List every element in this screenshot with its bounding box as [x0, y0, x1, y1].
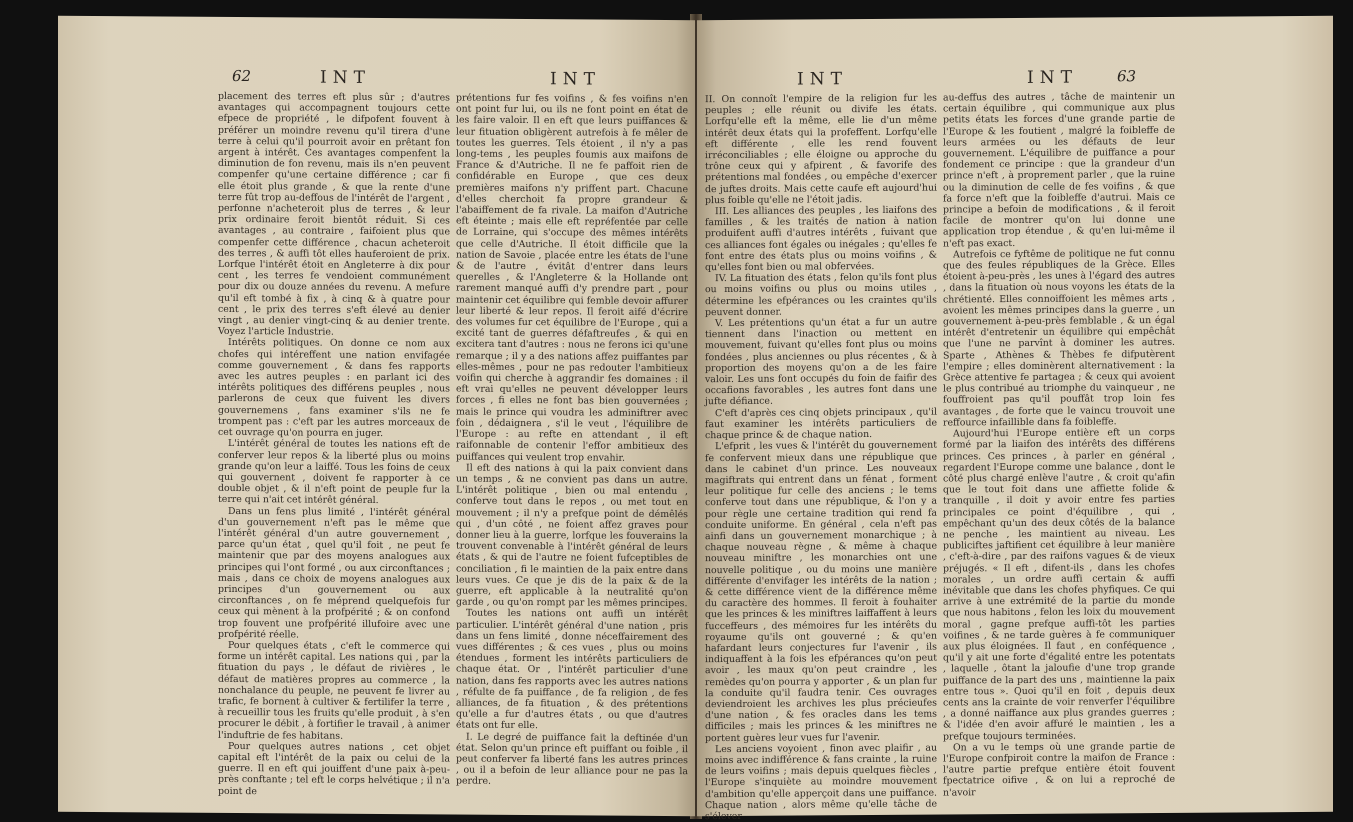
paragraph: Aujourd'hui l'Europe entière eft un corps formé par la liaifon des intérêts des différens princes. Ces princes , à parler en général , regardent l'Europe comme une balance , dont le côté plus chargé enlève l'autre , & croit qu'afin que le tout foit dans une affiette folide & tranquille , il doit y avoir entre fes parties principales ce point d'équilibre , qui , empêchant qu'un des deux côtés de la balance ne penche , les maintient au niveau. Les publiciftes jaftifient cet équilibre à leur manière , c'eft-à-dire , par des raifons vagues & de vieux préjugés. « Il eft , difent-ils , dans les chofes morales , un ordre auffi certain & auffi inévitable que dans les chofes phyfiques. Ce qui arrive à une extrémité de la partie du monde que nous habitons , felon les loix du mouvement moral , gagne prefque auffi-tôt les parties voifines , & ne tarde guères à fe communiquer aux plus éloignées. Il faut , en conféquence , qu'il y ait une forte d'égalité entre les potentats , laquelle , ôtant la jaloufie d'une trop grande puiffance de la part des uns , maintienne la paix entre tous ». Quoi qu'il en foit , depuis deux cents ans la crainte de voir renverfer l'équilibre , a donné naiffance aux plus grandes guerres ; & l'idée d'en avoir affuré le maintien , les a prefque toujours terminées. — [943, 426, 1175, 743]
left-page-column-1 — [218, 91, 450, 813]
paragraph: prétentions fur fes voifins , & fes voifins n'en ont point fur lui, ou ils ne font point en état de les faire valoir. Il en eft que leurs puiffances & leur fituation obligèrent autrefois à fe mêler de toutes les guerres. Tels étoient , il n'y a pas long-tems , les peuples foumis aux maifons de France & d'Autriche. Il ne fe paffoit rien de confidérable en Europe , que ces deux premières maifons n'y priffent part. Chacune d'elles cherchoit fa propre grandeur & l'abaiffement de fa rivale. La maifon d'Autriche eft éteinte ; mais elle eft repréfentée par celle de Lorraine, qui s'occupe des mêmes intérêts que celle d'Autriche. Il étoit difficile que la nation de Savoie , placée entre les états de l'une & de l'autre , évitât d'entrer dans leurs querelles , & l'Angleterre & la Hollande ont rarement manqué auffi d'y prendre part , pour maintenir cet équilibre qui femble devoir affurer leur liberté & leur repos. Il feroit aifé d'écrire des volumes fur cet équilibre de l'Europe , qui a excité tant de guerres défaftreufes , & qui en excitera tant d'autres : nous ne ferons ici qu'une remarque ; il y a des nations affez puiffantes par elles-mêmes , pour ne pas redouter l'ambitieux voifin qui cherche à aggrandir fes domaines : il eft vrai qu'elles ne peuvent développer leurs forces , fi elles ne font bas bien gouvernées ; mais le prince qui voudra les adminiftrer avec foin , dédaignera , s'il le veut , l'équilibre de l'Europe : au refte en attendant , il eft raifonnable de contenir l'effor ambitieux des puiffances qui veulent trop envahir. — [456, 92, 688, 464]
paragraph: Dans un fens plus limité , l'intérêt général d'un gouvernement n'eft pas le même que l'intérêt général d'un autre gouvernement , parce qu'un état , quel qu'il foit , ne peut fe maintenir que par des moyens analogues aux principes qui l'ont formé , ou aux circonftances ; mais , dans ce choix de moyens analogues aux principes d'un gouvernement ou aux circonftances , on fe méprend quelquefois fur ceux qui mènent à la profpérité ; & on confond trop fouvent une profpérité illufoire avec une profpérité réelle. — [218, 505, 450, 641]
left-page — [58, 16, 695, 816]
running-head-right-a: INT — [797, 69, 848, 90]
paragraph: C'eft d'après ces cinq objets principaux , qu'il faut examiner les intérêts particuliers de chaque prince & de chaque nation. — [705, 406, 937, 442]
paragraph: Autrefois ce fyftême de politique ne fut connu que des feules républiques de la Grèce. Elles étoient à-peu-près , les unes à l'égard des autres , dans la fituation où nous voyons les états de la chrétienté. Elles connoiffoient les mêmes arts , avoient les mêmes principes dans la guerre , un gouvernement à-peu-près femblable , & un égal intérêt d'entretenir un équilibre qui empêchât que l'une ne parvînt à dominer les autres. Sparte , Athènes & Thèbes fe difputèrent l'empire ; elles dominèrent alternativement : la Grèce attentive fe partagea ; & ceux qui avoient le plus contribué au triomphe du vainqueur , ne fouffroient pas qu'il pouffât trop loin fes avantages , de forte que le vaincu trouvoit une reffource infaillible dans fa foibleffe. — [943, 247, 1175, 429]
paragraph: IV. La fituation des états , felon qu'ils font plus ou moins voifins ou plus ou moins utiles , détermine les efpérances ou les craintes qu'ils peuvent donner. — [705, 271, 937, 319]
page-number-left: 62 — [232, 66, 252, 86]
left-page-column-2 — [456, 93, 688, 815]
paragraph: III. Les alliances des peuples , les liaifons des familles , & les traités de nation à nation produifent auffi d'autres intérêts , fuivant que ces alliances font égales ou inégales ; qu'elles fe font entre des états plus ou moins voifins , & qu'elles font bien ou mal obfervées. — [705, 204, 937, 274]
paragraph: placement des terres eft plus sûr ; d'autres avantages qui accompagnent toujours cette efpece de propriété , le difpofent fouvent à préférer un moindre revenu qu'il tirera d'une terre à celui qu'il pourroit avoir en prêtant fon argent à intérêt. Ces avantages compenfent la diminution de fon revenu, mais ils n'en peuvent compenfer qu'une certaine différence ; car fi elle étoit plus grande , & que la rente d'une terre fût trop au-deffous de l'intérêt de l'argent , perfonne n'acheteroit plus de terres , & leur prix ordinaire feroit bientôt réduit. Si ces avantages , au contraire , faifoient plus que compenfer cette différence , chacun acheteroit des terres , & auffi tôt elles hauferoient de prix. Lorfque l'intérêt étoit en Angleterre à dix pour cent , les terres fe vendoient communément pour dix ou douze années du revenu. A mefure qu'il eft tombé à fix , à cinq & à quatre pour cent , le prix des terres s'eft élevé au denier vingt , au denier vingt-cinq & au denier trente. Voyez l'article Industrie. — [218, 90, 450, 338]
paragraph: L'intérêt général de toutes les nations eft de conferver leur repos & la liberté plus ou moins grande qu'on leur a laiffé. Tous les foins de ceux qui gouvernent , doivent fe rapporter à ce double objet , & il n'eft point de peuple fur la terre qui n'ait cet intérêt général. — [218, 438, 450, 507]
running-head-right-b: INT — [1027, 67, 1078, 88]
paragraph: Intérêts politiques. On donne ce nom aux chofes qui intéreffent une nation envifagée comme gouvernement , & dans fes rapports avec les autres peuples : en parlant ici des intérêts politiques des différens peuples , nous parlerons de ceux que fuivent les divers gouvernemens , fans examiner s'ils ne fe trompent pas : c'eft par les autres morceaux de cet ouvrage qu'on pourra en juger. — [218, 337, 450, 440]
paragraph: Les anciens voyoient , finon avec plaifir , au moins avec indifférence & fans crainte , la ruine de leurs voifins ; mais depuis quelques fiècles , l'Europe s'inquiète au moindre mouvement d'ambition qu'elle apperçoit dans une puiffance. Chaque nation , alors même qu'elle tâche de s'élever — [705, 742, 937, 822]
paragraph: On a vu le temps où une grande partie de l'Europe confpiroit contre la maifon de France : l'autre partie prefque entière étoit fouvent fpectatrice oifive , & on lui a reproché de n'avoir — [943, 740, 1175, 799]
right-page-column-2 — [943, 91, 1175, 813]
paragraph: Toutes les nations ont auffi un intérêt particulier. L'intérêt général d'une nation , pris dans un fens limité , donne néceffairement des vues différentes ; & ces vues , plus ou moins étendues , forment les intérêts particuliers de chaque état. Or , l'intérêt particulier d'une nation, dans fes rapports avec les autres nations , réfulte de fa puiffance , de fa religion , de fes alliances, de fa fituation , & des prétentions qu'elle a fur d'autres états , ou que d'autres états ont fur elle. — [456, 607, 688, 732]
paragraph: II. On connoît l'empire de la religion fur les peuples ; elle réunit ou divife les états. Lorfqu'elle eft la même, elle lie d'un même intérêt deux états qui la profeffent. Lorfqu'elle eft différente , elle les rend fouvent irréconciliables ; elle éloigne ou approche du trône ceux qui y afpirent , & favorife des prétentions mal fondées , ou empêche d'exercer de juftes droits. Mais cette caufe eft aujourd'hui plus foible qu'elle ne l'étoit jadis. — [705, 92, 937, 206]
paragraph: au-deffus des autres , tâche de maintenir un certain équilibre , qui communique aux plus petits états les forces d'une grande partie de l'Europe & les foutient , malgré la foibleffe de leurs armées ou les défauts de leur gouvernement. L'équilibre de puiffance a pour fondement ce principe : que la grandeur d'un prince n'eft , à proprement parler , que la ruine ou la diminution de celle de fes voifins , & que fa force n'eft que la foibleffe d'autrui. Mais ce principe a befoin de modifications , & il feroit facile de montrer qu'on lui donne une application trop étendue , & qu'en lui-même il n'eft pas exact. — [943, 90, 1175, 250]
page-number-right: 63 — [1117, 67, 1137, 86]
paragraph: L'efprit , les vues & l'intérêt du gouvernement fe confervent mieux dans une république que dans le cabinet d'un prince. Les nouveaux magiftrats qui entrent dans un fénat , forment leur politique fur celle des anciens ; le tems conferve tout dans une république, & l'on y a pour règle une certaine tradition qui rend fa conduite uniforme. En général , cela n'eft pas ainfi dans un gouvernement monarchique ; à chaque nouveau règne , & même à chaque nouveau miniftre , les monarchies ont une nouvelle politique , ou du moins une manière différente d'envifager les intérêts de la nation ; & cette différence vient de la différence même du caractère des hommes. Il feroit à fouhaiter que les princes & les miniftres laiffaffent à leurs fucceffeurs , des mémoires fur les intérêts du royaume qu'ils ont gouverné ; & qu'en hafardant leurs conjectures fur l'avenir , ils indiquaffent à la fois les efpérances qu'on peut avoir , les maux qu'on peut craindre , les remèdes qu'on pourra y apporter , & un plan fur la conduite qu'il faudra tenir. Ces ouvrages deviendroient les archives les plus précieufes d'une nation , & fes oracles dans les tems difficiles ; mais les princes & les miniftres ne portent guères leur vues fur l'avenir. — [705, 439, 937, 744]
running-head-left-b: INT — [550, 69, 601, 90]
paragraph: Pour quelques états , c'eft le commerce qui forme un intérêt capital. Les nations qui , par la fituation du pays , le défaut de rivières , le défaut de matières propres au commerce , la nonchalance du peuple, ne peuvent fe livrer au trafic, fe bornent à cultiver & fertilifer la terre , à recueillir tous les fruits qu'elle produit , à s'en procurer le débit , à fortifier le travail , à animer l'induftrie de fes habitans. — [218, 639, 450, 742]
paragraph: Pour quelques autres nations , cet objet capital eft l'intérêt de la paix ou celui de la guerre. Il en eft qui jouiffent d'une paix à-peu-près conftante ; tel eft le corps helvétique ; il n'a point de — [218, 740, 450, 797]
paragraph: V. Les prétentions qu'un état a fur un autre tiennent dans l'inaction ou mettent en mouvement, fuivant qu'elles font plus ou moins fondées , plus anciennes ou plus récentes , & à proportion des moyens qu'on a de les faire valoir. Les uns font occupés du foin de faifir des occafions favorables , les autres font dans une jufte défiance. — [705, 316, 937, 408]
paragraph: Il eft des nations à qui la paix convient dans un temps , & ne convient pas dans un autre. L'intérêt politique , bien ou mal entendu , conferve tout dans le repos , ou met tout en mouvement ; il n'y a prefque point de démêlés qui , d'un côté , ne foient affez graves pour donner lieu à la guerre, lorfque les fouverains la trouvent convenable à l'intérêt général de leurs états , & qui de l'autre ne foient fufceptibles de conciliation , fi le maintien de la paix entre dans leurs vues. Ce que je dis de la paix & de la guerre, eft applicable à la neutralité qu'on garde , ou qu'on rompt par les mêmes principes. — [456, 462, 688, 610]
paragraph: I. Le degré de puiffance fait la deftinée d'un état. Selon qu'un prince eft puiffant ou foible , il peut conferver fa liberté fans les autres princes , ou il a befoin de leur alliance pour ne pas la perdre. — [456, 731, 688, 788]
running-head-left-a: INT — [320, 67, 371, 88]
right-page-column-1 — [705, 92, 937, 822]
right-page — [697, 16, 1333, 822]
